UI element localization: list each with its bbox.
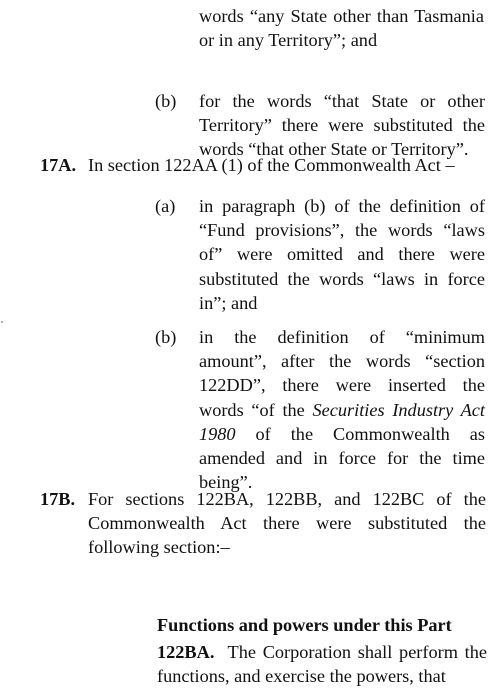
section-17a-paragraph-a: in paragraph (b) of the definition of “Fund provisions”, the words “laws of” were omitted and there were substituted the words “laws in force in”; and [199,196,485,313]
inserted-section-heading: Functions and powers under this Part [157,615,452,635]
section-number-17b: 17B. [40,489,76,509]
inserted-section-number: 122BA. [157,642,215,662]
section-17a-intro: In section 122AA (1) of the Commonwealth Act – [88,155,455,175]
inserted-section-body: 122BA. The Corporation shall perform the functions, and exercise the powers, that [157,642,488,687]
margin-mark [1,321,3,323]
section-17a-paragraph-b: in the definition of “minimum amount”, after the words “section 122DD”, there were inserted the words “of the Securities Industry Act 1980 of the Commonwealth as amended and in force for the time being”. [199,327,485,493]
section-17b-text: For sections 122BA, 122BB, and 122BC of the Commonwealth Act there were substituted the following section:– [88,489,486,558]
act-title: Securities Industry Act 1980 [199,399,485,444]
paragraph-label-b: (b) [155,327,177,347]
paragraph-label-a: (a) [155,196,176,216]
section-number-17a: 17A. [40,155,77,175]
continuation-text: words “any State other than Tasmania or in any Territory”; and [199,6,484,51]
paragraph-label-b: (b) [155,91,177,111]
paragraph-b-text: for the words “that State or other Territory” there were substituted the words “that other State or Territory”. [199,91,485,160]
